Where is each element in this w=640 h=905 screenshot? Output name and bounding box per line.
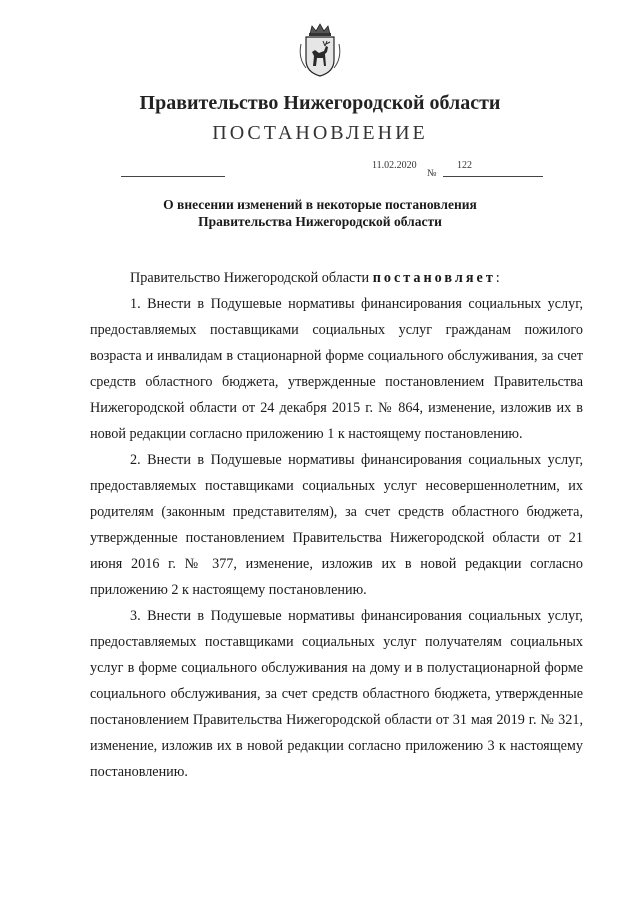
blank-line: [121, 176, 225, 177]
document-body: [90, 265, 583, 785]
subject-line-1: О внесении изменений в некоторые постановления: [163, 197, 477, 212]
intro-text: Правительство Нижегородской области: [130, 270, 373, 286]
document-type: ПОСТАНОВЛЕНИЕ: [212, 122, 428, 144]
document-date: 11.02.2020: [372, 160, 417, 171]
paragraph-2: 2. Внести в Подушевые нормативы финансирования социальных услуг, предоставляемых поставщиками социальных услуг несовершеннолетним, их родителям (законным представителям), за счет средств областного бюджета, утвержденные постановлением Правительства Нижегородской области от 21 июня 2016 г. № 377, изменение, изложив их в новой редакции согласно приложению 2 к настоящему постановлению.: [90, 452, 583, 598]
paragraph-3: 3. Внести в Подушевые нормативы финансирования социальных услуг, предоставляемых поставщиками социальных услуг получателям социальных услуг в форме социального обслуживания на дому и в полустационарной форме социального обслуживания, за счет средств областного бюджета, утвержденные постановлением Правительства Нижегородской области от 31 мая 2019 г. № 321, изменение, изложив их в новой редакции согласно приложению 3 к настоящему постановлению.: [90, 608, 583, 780]
intro-paragraph: [90, 265, 583, 291]
document-subject: [100, 196, 540, 230]
number-underline: [443, 176, 543, 177]
government-title: Правительство Нижегородской области: [139, 92, 501, 114]
document-number: 122: [457, 160, 472, 171]
paragraph-1: 1. Внести в Подушевые нормативы финансирования социальных услуг, предоставляемых поставщиками социальных услуг гражданам пожилого возраста и инвалидам в стационарной форме социального обслуживания, за счет средств областного бюджета, утвержденные постановлением Правительства Нижегородской области от 24 декабря 2015 г. № 864, изменение, изложив их в новой редакции согласно приложению 1 к настоящему постановлению.: [90, 296, 583, 442]
intro-colon: :: [495, 270, 500, 286]
coat-of-arms-icon: [297, 22, 343, 78]
subject-line-2: Правительства Нижегородской области: [198, 214, 442, 229]
number-sign: №: [427, 168, 437, 179]
decree-word: постановляет: [372, 270, 496, 286]
